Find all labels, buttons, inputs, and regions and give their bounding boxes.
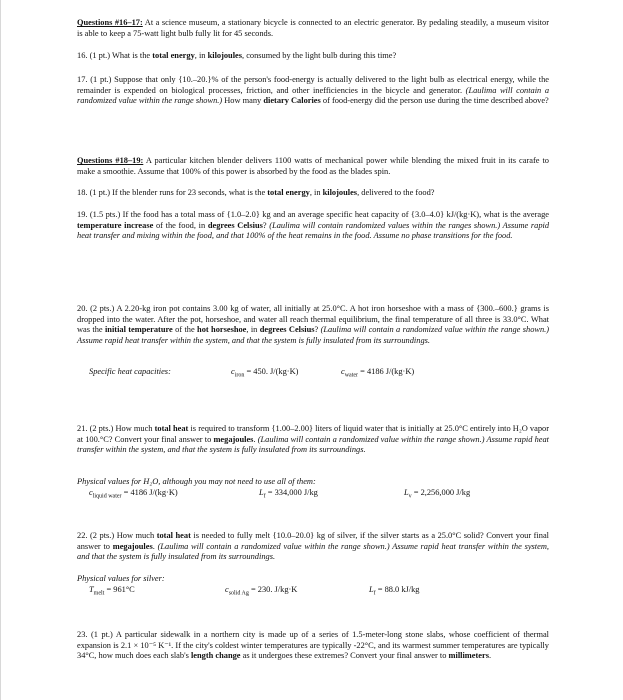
- q21-latent-fusion: [259, 488, 318, 502]
- q22-text: 22. (2 pts.) How much: [77, 531, 155, 540]
- q22-post: .: [152, 541, 155, 551]
- q18-mid: , in: [309, 188, 321, 197]
- q17-note: (Laulima will contain a randomized value within the range shown.): [77, 85, 550, 106]
- q22-latent-fusion: [369, 585, 419, 599]
- q22-mid: is needed to fully melt {10.0–20.0} kg of silver, if the silver starts as a 25.0°C solid? Convert your final answer to: [77, 531, 550, 551]
- symbol: L: [259, 488, 264, 497]
- value: = 2,256,000 J/kg: [413, 488, 471, 497]
- q18-bold: total energy: [267, 188, 310, 197]
- subscript: solid Ag: [228, 590, 249, 597]
- question-16: [77, 51, 549, 62]
- question-17: [77, 75, 549, 107]
- q22-note: (Laulima will contain a randomized value within the range shown.) Assume rapid heat transfer within the system, and that the system is fully insulated from its surroundings.: [77, 541, 549, 562]
- q17-text: 17. (1 pt.) Suppose that only {10.–20.}% of the person's food-energy is actually delivered to the light bulb as electrical energy, while the remainder is expended on biological processes, friction, and other inefficiencies in the bicycle and generator.: [77, 75, 549, 95]
- q23-post: .: [488, 651, 492, 661]
- section-18-19-intro: [77, 156, 549, 177]
- q22-bold: total heat: [156, 531, 191, 540]
- question-23: [77, 630, 549, 662]
- subscript: f: [373, 590, 376, 597]
- q18-text: 18. (1 pt.) If the blender runs for 23 seconds, what is the: [77, 188, 266, 197]
- subscript: liquid water: [92, 493, 122, 500]
- q22-physical-values-label: Physical values for silver:: [77, 574, 165, 583]
- q23-mid: as it undergoes these extremes? Convert your final answer to: [242, 651, 447, 661]
- q20-text: 20. (2 pts.) A 2.20-kg iron pot contains 3.00 kg of water, all initially at 25.0°C. A hot iron horseshoe with a mass of {300.–600.} grams is dropped into the water. After the pot, horseshoe, and water all reach thermal equilibrium, the final temperature of all three is 33.0°C. What was the: [77, 304, 549, 335]
- q22-bold-units: megajoules: [112, 541, 153, 551]
- q17-post: of food-energy did the person use during the time described above?: [322, 96, 549, 106]
- q21-post: .: [253, 434, 256, 444]
- q19-bold: temperature increase: [77, 220, 154, 230]
- value: = 961°C: [106, 585, 135, 594]
- question-20: [77, 304, 549, 346]
- q21-mid: is required to transform {1.00–2.00} liters of liquid water that is initially at 25.0°C entirely into H₂O vapor at 100.°C? Convert your final answer to: [77, 424, 550, 444]
- q21-bold: total heat: [154, 424, 189, 433]
- value: = 88.0 kJ/kg: [377, 585, 420, 594]
- subscript: f: [263, 493, 266, 500]
- question-21: [77, 424, 549, 456]
- q18-bold-units: kilojoules: [322, 188, 358, 197]
- value: = 450. J/(kg·K): [246, 367, 299, 376]
- symbol: c: [341, 367, 345, 376]
- q23-text: 23. (1 pt.) A particular sidewalk in a northern city is made up of a series of 1.5-meter-long stone slabs, whose coefficient of thermal expansion is 2.1 × 10⁻⁵ K⁻¹. If the city's coldest winter temperatures are typically -22°C, and its warmest summer temperatures are typically 34°C, how much does each slab's: [77, 630, 549, 661]
- section-intro-text: At a science museum, a stationary bicycle is connected to an electric generator. By pedaling steadily, a museum visitor is able to keep a 75-watt light bulb fully lit for 45 seconds.: [77, 18, 549, 38]
- section-heading: Questions #18–19:: [77, 156, 144, 165]
- q21-c-liquid-water: [89, 488, 178, 502]
- symbol: T: [89, 585, 94, 594]
- q18-post: , delivered to the food?: [357, 188, 435, 197]
- value: = 230. J/kg·K: [250, 585, 298, 594]
- symbol: c: [89, 488, 93, 497]
- subscript: iron: [234, 372, 245, 379]
- q22-melt-temperature: [89, 585, 135, 599]
- q20-c-iron: [231, 367, 298, 381]
- q21-latent-vaporization: [404, 488, 470, 502]
- section-heading: Questions #16–17:: [77, 18, 143, 27]
- q20-bold: initial temperature: [104, 325, 173, 335]
- subscript: water: [344, 372, 359, 379]
- subscript: melt: [93, 590, 105, 597]
- q16-text: 16. (1 pt.) What is the: [77, 51, 151, 60]
- q23-bold: length change: [190, 651, 241, 661]
- q20-mid-2: , in: [246, 325, 258, 335]
- q20-note: (Laulima will contain a randomized value within the range shown.) Assume rapid heat transfer within the system, and that the system is fully insulated from its surroundings.: [77, 325, 550, 345]
- q20-bold-2: hot horseshoe: [197, 325, 247, 335]
- q20-specific-heat-label: Specific heat capacities:: [89, 367, 171, 376]
- q21-note: (Laulima will contain a randomized value within the range shown.) Assume rapid heat transfer within the system, and that the system is fully insulated from its surroundings.: [77, 434, 549, 455]
- q20-mid: of the: [175, 325, 195, 335]
- section-intro-text: A particular kitchen blender delivers 1100 watts of mechanical power while blending the mixed fruit in its carafe to make a smoothie. Assume that 100% of this power is absorbed by the food as the blades spin.: [77, 156, 549, 176]
- value: = 4186 J/(kg·K): [360, 367, 415, 376]
- subscript: v: [408, 493, 412, 500]
- q23-bold-units: millimeters: [448, 651, 489, 661]
- q16-bold: total energy: [152, 51, 195, 60]
- q19-note: (Laulima will contain randomized values within the ranges shown.) Assume rapid heat transfer and mixing within the food, and that 100% of the heat remains in the food. Assume no phase transitions for the food.: [77, 220, 550, 241]
- value: = 4186 J/(kg·K): [123, 488, 178, 497]
- question-18: [77, 188, 549, 199]
- q16-mid: , in: [194, 51, 206, 60]
- q16-post: , consumed by the light bulb during this time?: [242, 51, 397, 60]
- question-19: [77, 210, 549, 242]
- q19-post: ?: [262, 220, 267, 230]
- value: = 334,000 J/kg: [267, 488, 318, 497]
- q17-mid: How many: [224, 96, 262, 106]
- q17-bold: dietary Calories: [263, 96, 321, 106]
- q21-physical-values-label: Physical values for H₂O, although you may not need to use all of them:: [77, 477, 316, 486]
- q19-mid: of the food, in: [155, 220, 206, 230]
- symbol: L: [369, 585, 374, 594]
- q21-bold-units: megajoules: [213, 434, 254, 444]
- q20-post: ?: [314, 325, 319, 335]
- symbol: c: [225, 585, 229, 594]
- q20-bold-units: degrees Celsius: [259, 325, 315, 335]
- q16-bold-units: kilojoules: [207, 51, 243, 60]
- question-22: [77, 531, 549, 563]
- symbol: c: [231, 367, 235, 376]
- q21-text: 21. (2 pts.) How much: [77, 424, 153, 433]
- q19-text: 19. (1.5 pts.) If the food has a total mass of {1.0–2.0} kg and an average specific heat capacity of {3.0–4.0} kJ/(kg·K), what is the average: [77, 210, 549, 219]
- q20-c-water: [341, 367, 414, 381]
- q19-bold-units: degrees Celsius: [207, 220, 263, 230]
- symbol: L: [404, 488, 409, 497]
- q22-c-solid-silver: [225, 585, 297, 599]
- section-16-17-intro: [77, 18, 549, 39]
